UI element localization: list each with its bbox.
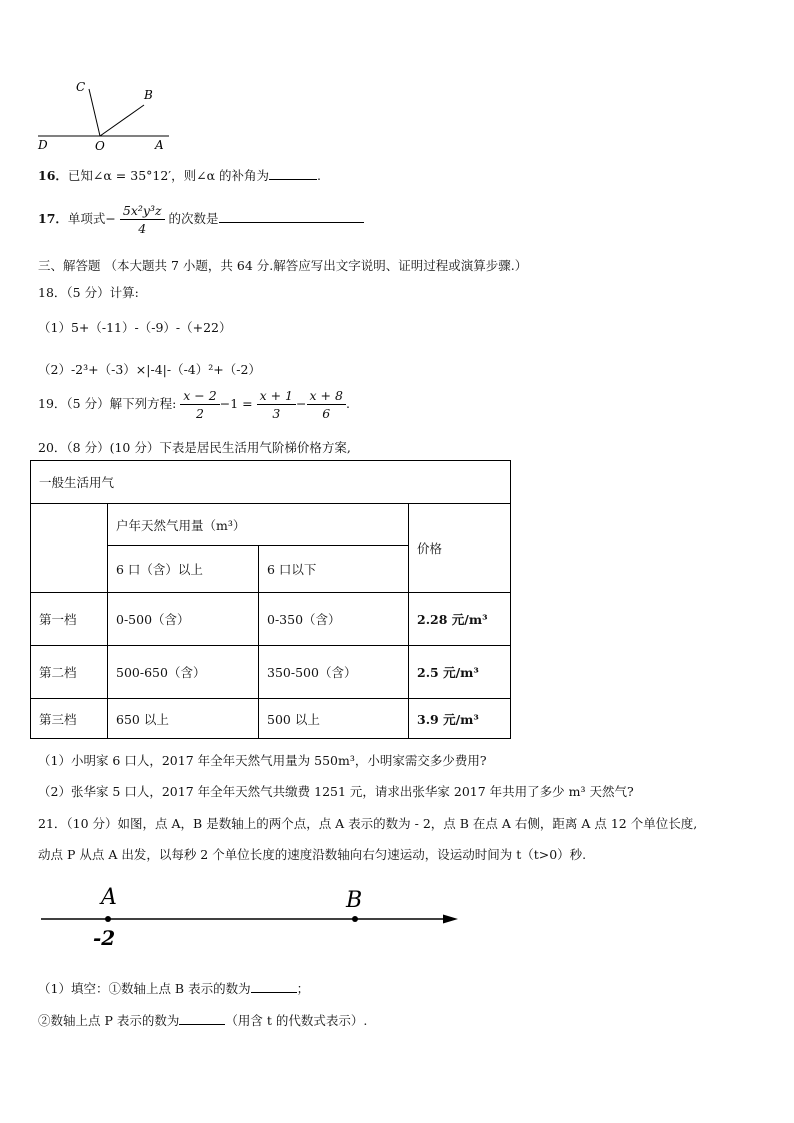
section-3-heading: [38, 256, 527, 274]
table-title: 一般生活用气: [31, 461, 511, 504]
col-6minus-header: 6 口以下: [259, 546, 409, 593]
gas-price-table: [30, 460, 511, 739]
q21-fill-1: [38, 979, 309, 997]
tier-cell: 第一档: [31, 593, 108, 646]
table-row: [31, 646, 511, 699]
range-6plus-cell: 500-650（含）: [108, 646, 259, 699]
ray-ob: [100, 105, 144, 136]
range-6minus-cell: 500 以上: [259, 699, 409, 739]
question-19: [38, 388, 350, 421]
label-o: O: [95, 139, 105, 153]
usage-header: 户年天然气用量（m³）: [108, 504, 409, 546]
q19-header: 19．（5 分）解下列方程:: [38, 396, 177, 411]
q21-fill2-blank[interactable]: [179, 1012, 225, 1025]
point-a-label: A: [101, 885, 117, 910]
col-6plus-header: 6 口（含）以上: [108, 546, 259, 593]
q19-frac2-den: 3: [272, 406, 281, 421]
q19-frac-3: [307, 388, 346, 421]
q17-fraction: [120, 203, 165, 236]
axis-arrow-icon: [443, 915, 458, 924]
table-corner-cell: [31, 504, 108, 593]
q19-end: .: [345, 396, 350, 411]
label-a: A: [155, 138, 164, 152]
q18-header: 18．（5 分）计算:: [38, 285, 139, 300]
q21-fill-2: [38, 1011, 367, 1029]
q21-fill2-prefix: ②数轴上点 P 表示的数为: [38, 1013, 180, 1028]
label-d: D: [38, 138, 48, 152]
q19-minus: −: [296, 396, 307, 411]
q16-number: 16．: [38, 168, 68, 183]
q20-sub1: （1）小明家 6 口人，2017 年全年天然气用量为 550m³，小明家需交多少费用?: [38, 753, 487, 768]
point-a-value: -2: [93, 926, 116, 950]
number-line-figure: [35, 880, 465, 952]
question-17: [38, 203, 364, 236]
point-b-label: B: [346, 888, 363, 913]
q16-answer-blank[interactable]: [269, 167, 317, 180]
q18-part2: （2）-2³+（-3）×|-4|-（-4）²+（-2）: [38, 362, 261, 377]
range-6plus-cell: 0-500（含）: [108, 593, 259, 646]
table-row: [31, 699, 511, 739]
table-row: [31, 593, 511, 646]
q21-fill1-blank[interactable]: [251, 980, 297, 993]
section-3-note: （本大题共 7 小题，共 64 分.解答应写出文字说明、证明过程或演算步骤.）: [104, 258, 528, 273]
price-cell: 2.28 元/m³: [409, 593, 511, 646]
q19-frac-2: [257, 388, 296, 421]
q19-frac3-num: x + 8: [307, 388, 346, 405]
label-b: B: [144, 88, 153, 102]
range-6plus-cell: 650 以上: [108, 699, 259, 739]
range-6minus-cell: 350-500（含）: [259, 646, 409, 699]
price-header: 价格: [409, 504, 511, 593]
q20-sub2: （2）张华家 5 口人，2017 年全年天然气共缴费 1251 元，请求出张华家 2017 年共用了多少 m³ 天然气?: [38, 784, 634, 799]
angle-figure: [30, 75, 180, 155]
q17-frac-num: 5x²y³z: [120, 203, 165, 220]
q17-prefix: 单项式−: [67, 211, 116, 226]
price-cell: 2.5 元/m³: [409, 646, 511, 699]
question-16: [38, 166, 321, 184]
q19-frac1-num: x − 2: [180, 388, 219, 405]
q17-answer-blank[interactable]: [219, 210, 364, 223]
point-b-dot: [352, 916, 358, 922]
q21-fill1-suffix: ；: [296, 981, 310, 996]
price-cell: 3.9 元/m³: [409, 699, 511, 739]
q17-suffix: 的次数是: [168, 211, 219, 226]
q18-part1: （1）5+（-11）-（-9）-（+22）: [38, 320, 232, 335]
ray-oc: [89, 89, 100, 136]
section-3-title: 三、解答题: [38, 258, 101, 273]
tier-cell: 第二档: [31, 646, 108, 699]
q17-frac-den: 4: [138, 221, 147, 236]
q19-mid: −1 =: [219, 396, 253, 411]
q21-fill2-suffix: （用含 t 的代数式表示）.: [225, 1013, 368, 1028]
q21-fill1-prefix: （1）填空：①数轴上点 B 表示的数为: [38, 981, 251, 996]
q19-frac1-den: 2: [196, 406, 204, 421]
label-c: C: [76, 80, 86, 94]
q19-frac3-den: 6: [322, 406, 331, 421]
q20-header: 20．（8 分）(10 分）下表是居民生活用气阶梯价格方案,: [38, 440, 351, 455]
q16-text: 已知∠α = 35°12′，则∠α 的补角为: [67, 168, 270, 183]
tier-cell: 第三档: [31, 699, 108, 739]
point-a-dot: [105, 916, 111, 922]
table-header-row: [31, 504, 511, 546]
q16-end: .: [317, 168, 322, 183]
table-title-row: [31, 461, 511, 504]
q19-frac-1: [180, 388, 219, 421]
q21-line2: 动点 P 从点 A 出发，以每秒 2 个单位长度的速度沿数轴向右匀速运动，设运动时间为 t（t>0）秒.: [38, 847, 587, 862]
q19-frac2-num: x + 1: [257, 388, 296, 405]
range-6minus-cell: 0-350（含）: [259, 593, 409, 646]
q21-line1: 21．（10 分）如图，点 A，B 是数轴上的两个点，点 A 表示的数为 - 2，点 B 在点 A 右侧，距离 A 点 12 个单位长度,: [38, 816, 698, 831]
q17-number: 17．: [38, 211, 68, 226]
